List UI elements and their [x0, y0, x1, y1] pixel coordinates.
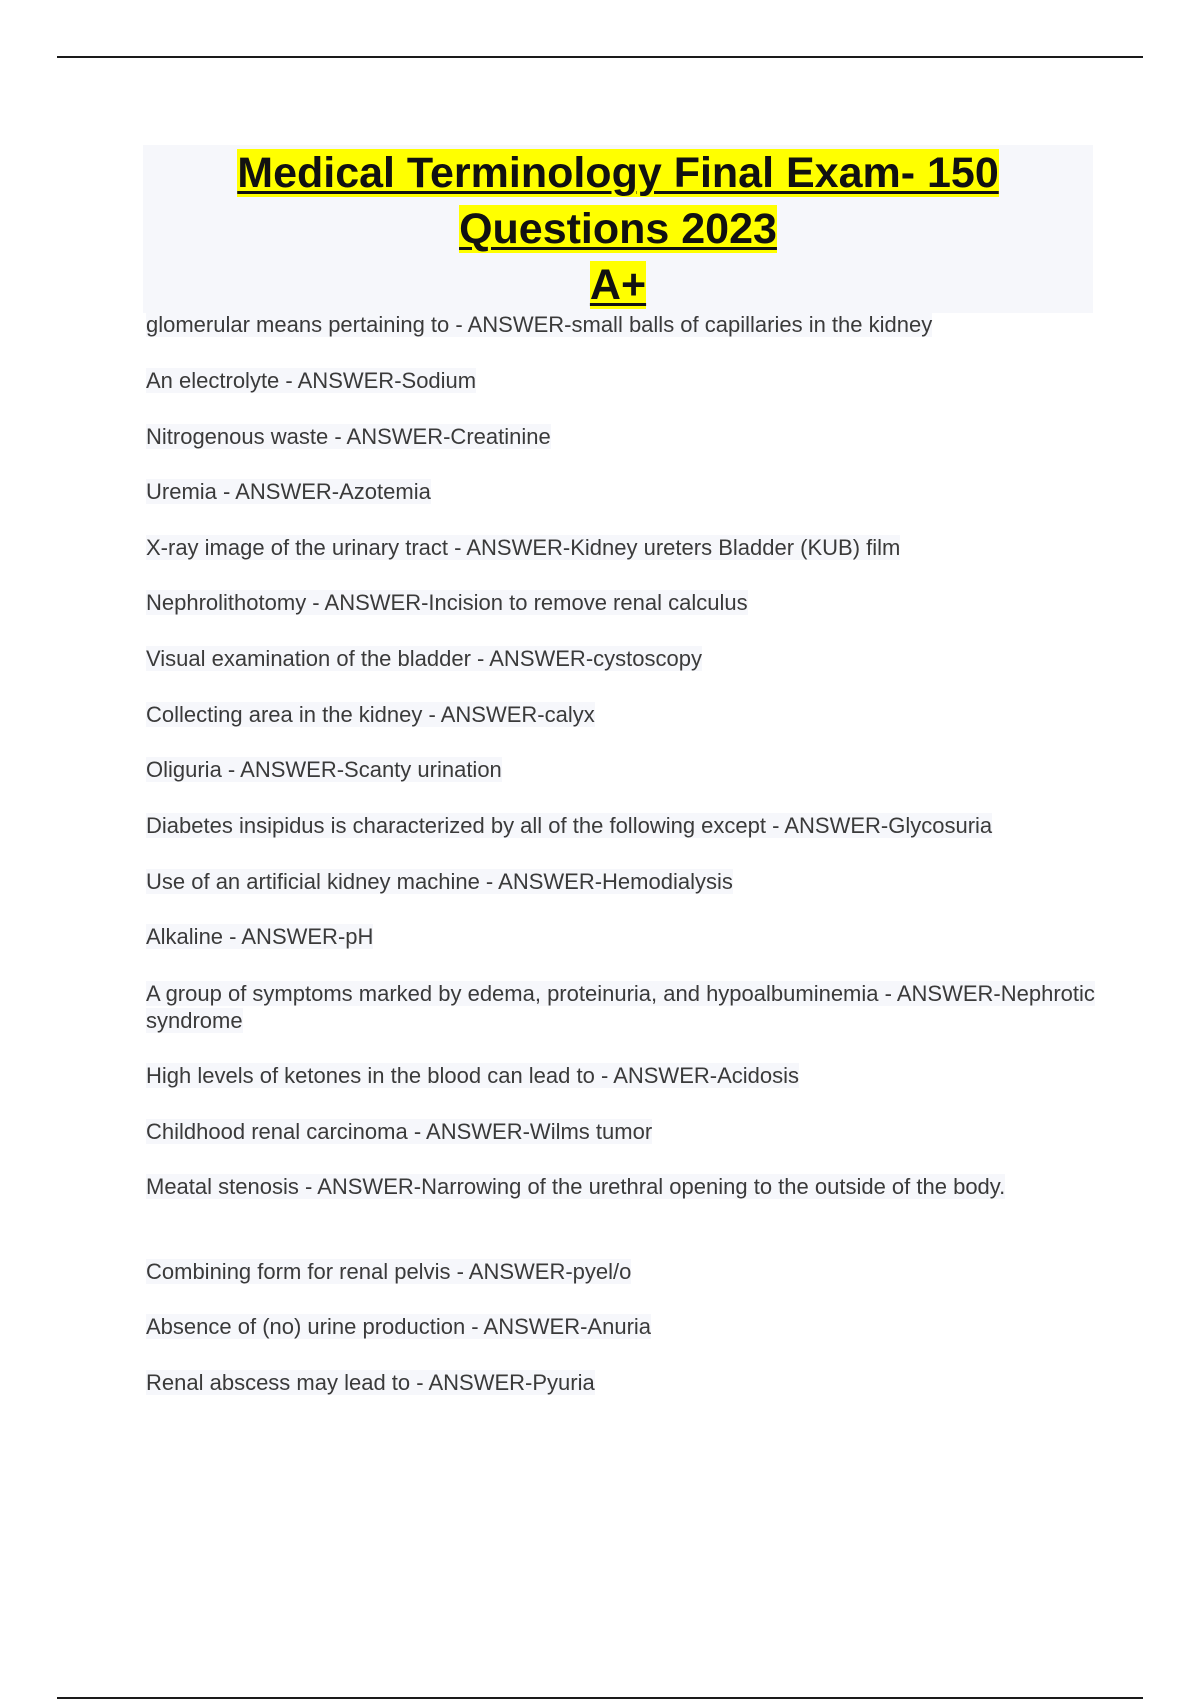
- qa-item-text: A group of symptoms marked by edema, proteinuria, and hypoalbuminemia - ANSWER-Nephrotic syndrome: [146, 981, 1095, 1033]
- qa-item-text: High levels of ketones in the blood can lead to - ANSWER-Acidosis: [146, 1063, 799, 1088]
- qa-item-text: Childhood renal carcinoma - ANSWER-Wilms tumor: [146, 1119, 653, 1144]
- header-rule: [57, 56, 1143, 58]
- document-title: [143, 145, 1093, 313]
- qa-item-text: X-ray image of the urinary tract - ANSWER-Kidney ureters Bladder (KUB) film: [146, 535, 901, 560]
- qa-item: [146, 1258, 1096, 1285]
- qa-item: [146, 367, 1096, 394]
- title-line-3: A+: [589, 261, 647, 309]
- qa-item: [146, 868, 1096, 895]
- qa-item-text: Visual examination of the bladder - ANSWER-cystoscopy: [146, 646, 702, 671]
- title-line-2: Questions 2023: [459, 205, 777, 253]
- qa-item: [146, 1062, 1096, 1089]
- qa-item: [146, 478, 1096, 505]
- qa-item: [146, 423, 1096, 450]
- qa-item: [146, 1369, 1096, 1396]
- qa-item-text: Diabetes insipidus is characterized by all of the following except - ANSWER-Glycosuria: [146, 813, 993, 838]
- qa-item: [146, 645, 1096, 672]
- qa-item: [146, 756, 1096, 783]
- qa-item: [146, 701, 1096, 728]
- qa-item-text: Meatal stenosis - ANSWER-Narrowing of the urethral opening to the outside of the body.: [146, 1174, 1006, 1199]
- qa-item-text: Absence of (no) urine production - ANSWER-Anuria: [146, 1314, 652, 1339]
- qa-item: [146, 1173, 1096, 1200]
- qa-item: [146, 1118, 1096, 1145]
- qa-item: [146, 1313, 1096, 1340]
- qa-item: [146, 589, 1096, 616]
- qa-item: [146, 311, 1096, 338]
- qa-item-text: Alkaline - ANSWER-pH: [146, 924, 374, 949]
- qa-item: [146, 980, 1096, 1034]
- qa-item-text: glomerular means pertaining to - ANSWER-small balls of capillaries in the kidney: [146, 312, 933, 337]
- qa-item-text: Renal abscess may lead to - ANSWER-Pyuria: [146, 1370, 595, 1395]
- qa-item-text: Nitrogenous waste - ANSWER-Creatinine: [146, 424, 551, 449]
- qa-item: [146, 923, 1096, 950]
- title-line-1: Medical Terminology Final Exam- 150: [237, 149, 999, 197]
- qa-item-text: Uremia - ANSWER-Azotemia: [146, 479, 431, 504]
- qa-item-text: Nephrolithotomy - ANSWER-Incision to remove renal calculus: [146, 590, 748, 615]
- qa-item-text: Use of an artificial kidney machine - ANSWER-Hemodialysis: [146, 869, 733, 894]
- qa-item-text: Collecting area in the kidney - ANSWER-calyx: [146, 702, 595, 727]
- qa-item: [146, 534, 1096, 561]
- footer-rule: [57, 1697, 1143, 1699]
- qa-item-text: Combining form for renal pelvis - ANSWER-pyel/o: [146, 1259, 632, 1284]
- qa-item-text: An electrolyte - ANSWER-Sodium: [146, 368, 477, 393]
- qa-item: [146, 812, 1096, 839]
- qa-item-text: Oliguria - ANSWER-Scanty urination: [146, 757, 502, 782]
